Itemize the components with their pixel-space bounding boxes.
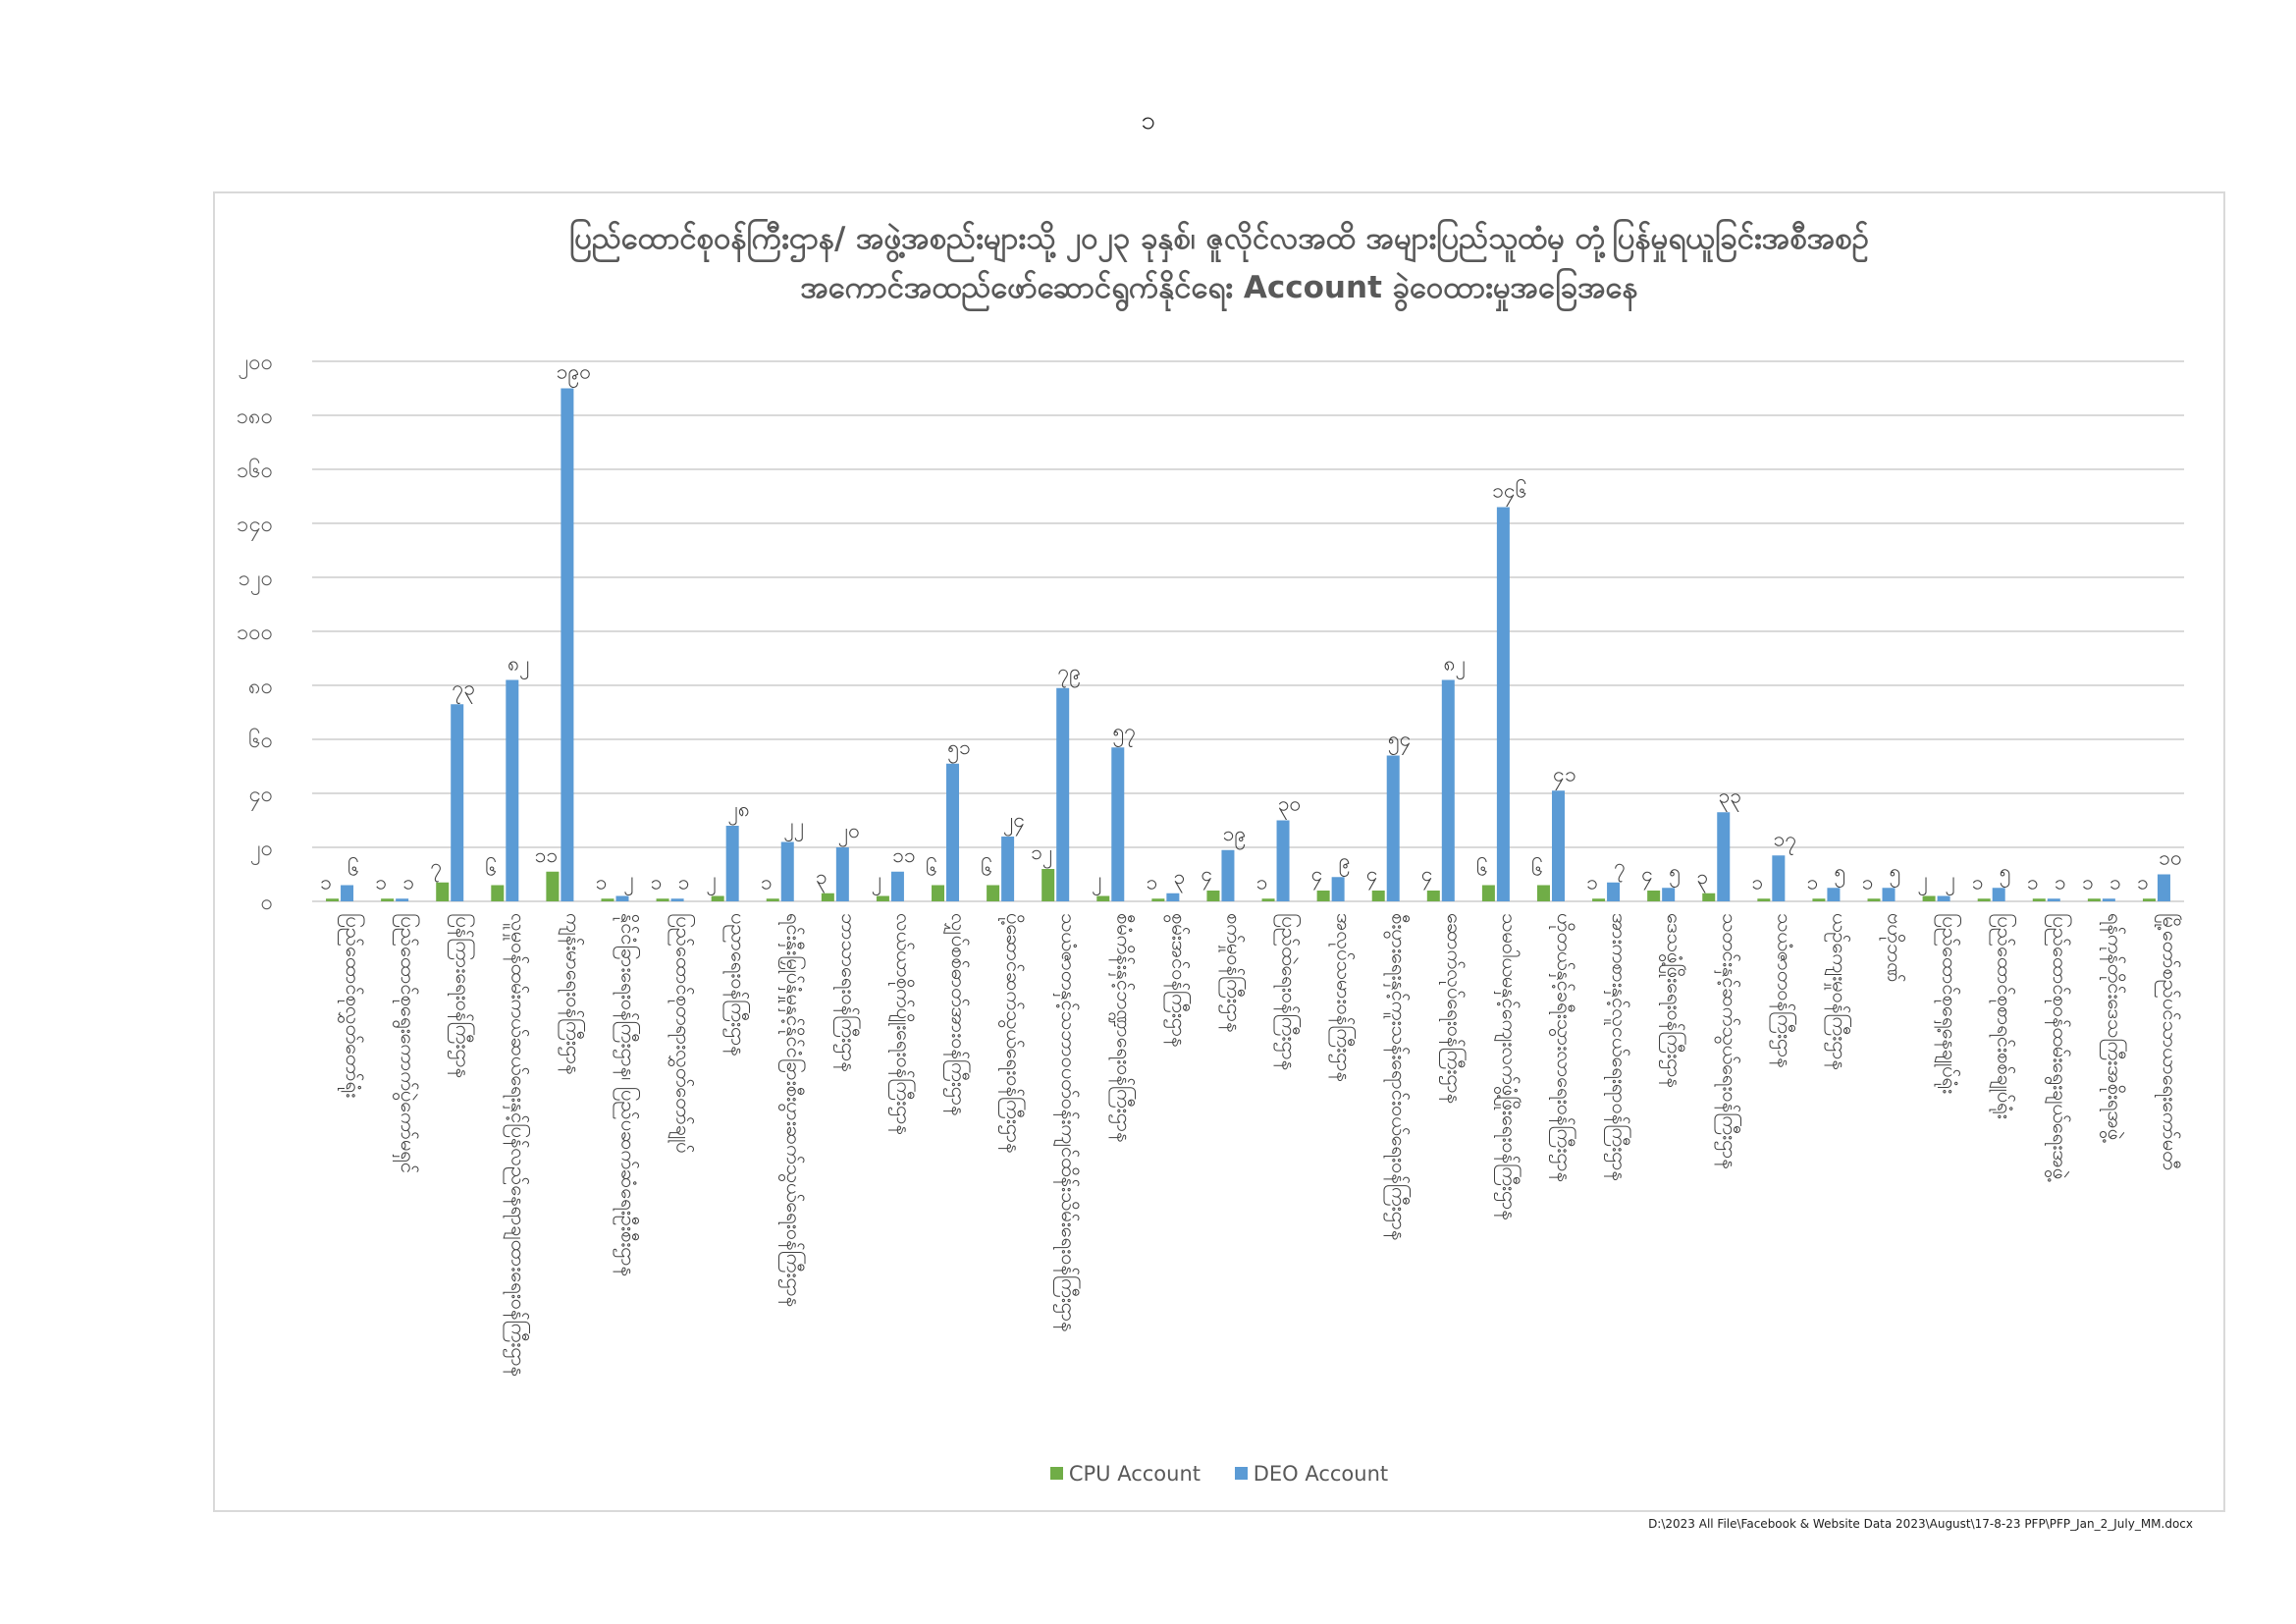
- data-label-deo: ၁: [677, 870, 690, 894]
- data-label-deo: ၈၂: [507, 651, 530, 676]
- bar-deo: [1387, 756, 1400, 902]
- bar-cpu: [546, 872, 559, 901]
- data-label-deo: ၁: [402, 870, 415, 894]
- bar-cpu: [2143, 898, 2156, 901]
- bar-cpu: [1151, 898, 1164, 901]
- bar-deo: [2048, 898, 2060, 901]
- category-label: လယ်ယာစိုက်ပျိုးရေးဝန်ကြီးဌာန: [891, 913, 916, 1135]
- legend-swatch-cpu: [1050, 1467, 1063, 1480]
- legend-swatch-deo: [1235, 1467, 1248, 1480]
- bar-cpu: [1427, 891, 1440, 901]
- category-label: ပြည်ထောင်စုစာရင်းစစ်ချုပ်ရုံး: [1993, 913, 2017, 1119]
- bar-cpu: [877, 896, 889, 902]
- legend: [213, 1461, 2225, 1486]
- bar-cpu: [1978, 898, 1991, 901]
- category-label: အလုပ်သမားဝန်ကြီးဌာန: [1332, 913, 1357, 1082]
- category-label: ဘာသာရေးဝန်ကြီးဌာန: [836, 913, 861, 1072]
- data-label-cpu: ၂: [706, 867, 717, 892]
- bar-deo: [1166, 893, 1179, 901]
- data-label-cpu: ၇: [430, 853, 443, 878]
- data-label-deo: ၂၈: [727, 797, 750, 821]
- bar-deo: [1332, 877, 1345, 901]
- bar-deo: [451, 704, 463, 901]
- bar-deo: [671, 898, 684, 901]
- data-label-deo: ၅: [1889, 859, 1901, 884]
- category-label: ပြည်ထောင်စုလွှတ်တော်ရုံး: [342, 913, 366, 1099]
- gridlines: [312, 361, 2184, 901]
- data-label-deo: ၄၁: [1553, 762, 1576, 786]
- bar-cpu: [712, 896, 724, 902]
- category-label: ပြည်ထဲရေးဝန်ကြီးဌာန: [1277, 913, 1302, 1071]
- data-label-deo: ၁: [2054, 870, 2066, 894]
- category-label: ဗဟိုဘဏ်: [1883, 913, 1907, 983]
- category-label: နိုင်ငံခြားရေးဝန်ကြီးဌာန၊ ပြည်ပဆက်ဆံရေးဦးစီးဌာန: [616, 913, 641, 1276]
- bar-cpu: [1096, 896, 1109, 902]
- bar-deo: [2103, 898, 2115, 901]
- y-tick-label: ၀: [260, 891, 273, 915]
- data-label-deo: ၆: [347, 856, 359, 881]
- data-label-cpu: ၁: [760, 870, 773, 894]
- data-label-deo: ၁၄၆: [1492, 478, 1527, 503]
- category-label: ရင်းနှီးမြှုပ်နှံမှုနှင့်နိုင်ငံခြားစီးပွားဆက်သွယ်ရေးဝန်ကြီးဌာန: [781, 913, 806, 1308]
- category-label: စီမံကိန်းနှင့်ဘဏ္ဍာရေးဝန်ကြီးဌာန: [1112, 913, 1137, 1143]
- bar-cpu: [1317, 891, 1330, 901]
- bar-deo: [396, 898, 408, 901]
- category-label: မြို့တော်စည်ပင်သာယာရေးကော်မတီ: [2158, 913, 2182, 1170]
- data-label-deo: ၅၇: [1112, 719, 1137, 743]
- legend-label-cpu: CPU Account: [1068, 1461, 1201, 1486]
- category-label: စီးပွားရေးနှင့်ကူးသန်းရောင်းဝယ်ရေးဝန်ကြီးဌာန: [1387, 913, 1412, 1241]
- bar-deo: [1938, 896, 1950, 902]
- data-label-cpu: ၆: [1531, 856, 1543, 881]
- data-label-deo: ၃၀: [1277, 791, 1302, 816]
- data-label-cpu: ၁: [1586, 870, 1598, 894]
- data-label-cpu: ၂: [1092, 867, 1102, 892]
- data-label-deo: ၅: [1834, 859, 1846, 884]
- category-label: ပို့ဆောင်ဆက်သွယ်ရေးဝန်ကြီးဌာန: [1002, 913, 1027, 1154]
- data-label-deo: ၇၉: [1057, 659, 1082, 683]
- bar-deo: [726, 826, 739, 901]
- bar-deo: [561, 389, 573, 902]
- bar-cpu: [1041, 869, 1054, 901]
- category-label: သမဝါယမနှင့်ကျေးလက်ဖွံ့ဖြိုးရေးဝန်ကြီးဌာန: [1497, 913, 1522, 1220]
- data-label-cpu: ၃: [1696, 864, 1709, 889]
- bar-deo: [1993, 888, 2005, 901]
- bar-deo: [2158, 875, 2170, 902]
- y-tick-label: ၈၀: [248, 675, 273, 699]
- category-label: ပြည်ထောင်စုရှေ့နေချုပ်ရုံး: [1938, 913, 1962, 1095]
- bar-deo: [615, 896, 628, 902]
- bar-deo: [1221, 850, 1234, 901]
- bar-deo: [1001, 837, 1014, 901]
- data-label-cpu: ၆: [981, 856, 993, 881]
- data-label-cpu: ၁၁: [534, 842, 559, 867]
- bar-cpu: [822, 893, 834, 901]
- y-tick-label: ၁၈၀: [236, 405, 273, 429]
- bar-deo: [946, 764, 959, 901]
- bar-deo: [1111, 747, 1124, 901]
- data-label-cpu: ၁: [2137, 870, 2149, 894]
- bar-deo: [891, 872, 904, 901]
- bar-deo: [506, 680, 518, 902]
- category-label: ဟိုတယ်နှင့်ခရီးသွားလာရေးဝန်ကြီးဌာန: [1552, 913, 1576, 1182]
- data-label-deo: ၁၉: [1222, 821, 1247, 845]
- data-label-cpu: ၄: [1420, 862, 1433, 886]
- bar-deo: [1552, 790, 1565, 901]
- data-label-cpu: ၁၂: [1031, 840, 1053, 864]
- category-label: ပြည်ထောင်စုရွေးကောက်ပွဲကော်မရှင်: [397, 913, 421, 1173]
- category-label: စွမ်းအင်ဝန်ကြီးဌာန: [1167, 913, 1192, 1048]
- data-label-deo: ၅၄: [1387, 727, 1412, 751]
- bar-deo: [1497, 508, 1510, 902]
- data-labels: [320, 360, 2182, 896]
- category-label: ပြန်ကြားရေးဝန်ကြီးဌာန: [452, 913, 476, 1079]
- y-tick-label: ၂၀၀: [238, 351, 273, 375]
- bar-cpu: [2033, 898, 2046, 901]
- data-label-deo: ၁၉၀: [556, 359, 592, 384]
- chart-title-line-2: အကောင်အထည်ဖော်ဆောင်ရွက်နိုင်ရေး Account ခွဲဝေထားမှုအခြေအနေ: [800, 270, 1638, 305]
- bar-deo: [1883, 888, 1896, 901]
- bar-cpu: [1812, 898, 1825, 901]
- category-label: ပြည်ထောင်စုတရားလွှတ်တော်ချုပ်: [671, 913, 696, 1154]
- data-label-deo: ၅: [1999, 859, 2011, 884]
- data-label-cpu: ၁: [650, 870, 663, 894]
- data-label-cpu: ၁: [375, 870, 388, 894]
- data-label-deo: ၂၄: [1003, 808, 1026, 832]
- bar-cpu: [1262, 898, 1275, 901]
- category-label: စက်မှုဝန်ကြီးဌာန: [1222, 913, 1247, 1033]
- data-label-cpu: ၆: [485, 856, 498, 881]
- y-tick-label: ၁၄၀: [236, 513, 273, 537]
- data-label-deo: ၂: [1945, 867, 1955, 892]
- data-label-deo: ၅၁: [947, 734, 971, 759]
- data-label-deo: ၁: [2109, 870, 2121, 894]
- page-number: ၁: [1141, 106, 1155, 135]
- data-label-cpu: ၁: [320, 870, 332, 894]
- data-label-deo: ၅: [1669, 859, 1682, 884]
- data-label-cpu: ၂: [1917, 867, 1928, 892]
- y-tick-label: ၁၀၀: [236, 621, 273, 645]
- bar-cpu: [932, 886, 944, 902]
- bar-deo: [1772, 855, 1785, 901]
- y-tick-label: ၆၀: [248, 729, 273, 753]
- data-label-deo: ၉: [1338, 848, 1351, 873]
- data-label-deo: ၁၀: [2159, 845, 2182, 870]
- bar-cpu: [381, 898, 394, 901]
- data-label-cpu: ၁: [1255, 870, 1268, 894]
- bar-cpu: [1868, 898, 1881, 901]
- data-label-cpu: ၄: [1641, 862, 1654, 886]
- bar-cpu: [1537, 886, 1550, 902]
- bar-deo: [341, 886, 353, 902]
- bar-cpu: [657, 898, 669, 901]
- category-label: သယံဇာတဝန်ကြီးဌာန: [1773, 913, 1797, 1068]
- data-label-cpu: ၁: [595, 870, 608, 894]
- y-tick-label: ၂၀: [249, 837, 273, 861]
- category-label: လျှပ်စစ်ဓာတ်အားဝန်ကြီးဌာန: [947, 913, 972, 1116]
- category-label: ဆောက်လုပ်ရေးဝန်ကြီးဌာန: [1442, 913, 1467, 1105]
- bar-cpu: [1372, 891, 1385, 901]
- data-label-deo: ၇: [1614, 853, 1626, 878]
- bar-deo: [1442, 680, 1455, 902]
- data-label-cpu: ၆: [926, 856, 937, 881]
- category-label: ယဉ်ကျေးမှုဝန်ကြီးဌာန: [1828, 913, 1852, 1070]
- data-label-deo: ၃: [1173, 864, 1186, 889]
- data-label-deo: ၂၀: [837, 819, 860, 842]
- y-tick-label: ၁၆၀: [236, 459, 273, 483]
- bar-deo: [1662, 888, 1675, 901]
- bar-deo: [1827, 888, 1840, 901]
- y-tick-label: ၁၂၀: [238, 567, 273, 591]
- bar-cpu: [1206, 891, 1219, 901]
- bar-deo: [1607, 883, 1620, 901]
- category-label: ပညာရေးဝန်ကြီးဌာန: [726, 913, 751, 1056]
- data-label-cpu: ၁: [1146, 870, 1158, 894]
- y-axis: [237, 351, 273, 915]
- category-label: လူမှုဝန်ထမ်းကယ်ဆယ်ရေးနှင့်ပြန်လည်နေရာချထားရေးဝန်ကြီးဌာန: [507, 913, 531, 1378]
- category-label: ရန်ကုန်တိုင်းဒေသကြီးအစိုးရအဖွဲ့: [2103, 913, 2127, 1141]
- data-label-cpu: ၁: [1861, 870, 1874, 894]
- data-label-deo: ၂: [623, 867, 634, 892]
- data-label-deo: ၁၁: [892, 842, 916, 867]
- data-label-cpu: ၄: [1310, 862, 1323, 886]
- bar-cpu: [767, 898, 779, 901]
- y-tick-label: ၄၀: [248, 783, 273, 807]
- bar-cpu: [1923, 896, 1936, 902]
- bar-cpu: [1757, 898, 1770, 901]
- data-label-cpu: ၄: [1365, 862, 1378, 886]
- bar-deo: [1056, 688, 1069, 901]
- category-label: အားကစားနှင့်လူငယ်ရေးရာဝန်ကြီးဌာန: [1608, 913, 1632, 1181]
- bar-cpu: [2088, 898, 2101, 901]
- footer-file-path: D:\2023 All File\Facebook & Website Data 2023\August\17-8-23 PFP\PFP_Jan_2_July_MM.docx: [1648, 1517, 2193, 1531]
- data-label-deo: ၇၃: [452, 676, 476, 700]
- bar-cpu: [1482, 886, 1495, 902]
- bar-cpu: [491, 886, 504, 902]
- chart-title-line-1: ပြည်ထောင်စုဝန်ကြီးဌာန/ အဖွဲ့အစည်းများသို့ ၂၀၂၃ ခုနှစ်၊ ဇူလိုင်လအထိ အများပြည်သူထံမှ တုံ့ပြန်မှုရယူခြင်းအစီအစဉ်: [569, 221, 1869, 256]
- data-label-cpu: ၁: [1751, 870, 1764, 894]
- bar-deo: [781, 842, 794, 902]
- bar-cpu: [601, 898, 614, 901]
- bar-cpu: [1702, 893, 1715, 901]
- data-label-deo: ၃၃: [1718, 784, 1742, 808]
- bar-deo: [1277, 821, 1290, 902]
- data-label-cpu: ၃: [815, 864, 828, 889]
- category-label: သတင်းနှင့်ဆက်သွယ်ရေးဝန်ကြီးဌာန: [1718, 913, 1742, 1169]
- bar-deo: [1717, 812, 1730, 901]
- bar-cpu: [326, 898, 339, 901]
- category-label: ဒေသဖွံ့ဖြိုးရေးဝန်ကြီးဌာန: [1663, 913, 1687, 1088]
- data-label-cpu: ၆: [1475, 856, 1488, 881]
- data-label-cpu: ၁: [2081, 870, 2094, 894]
- data-label-deo: ၈၂: [1443, 651, 1466, 676]
- bar-deo: [836, 847, 849, 901]
- x-axis-categories: [338, 913, 2182, 1377]
- data-label-deo: ၁၇: [1773, 827, 1797, 851]
- data-label-cpu: ၁: [1806, 870, 1819, 894]
- data-label-cpu: ၄: [1201, 862, 1213, 886]
- data-label-cpu: ၂: [871, 867, 882, 892]
- category-label: ကျန်းမာရေးဝန်ကြီးဌာန: [561, 913, 586, 1075]
- data-label-cpu: ၁: [2026, 870, 2039, 894]
- legend-item-deo: [1235, 1462, 1388, 1486]
- category-label: ပြည်ထောင်စုဝန်ထမ်းရွေးချယ်ရေးအဖွဲ့: [2048, 913, 2072, 1180]
- data-label-cpu: ၁: [1971, 870, 1984, 894]
- bars: [326, 389, 2170, 902]
- bar-cpu: [987, 886, 999, 902]
- category-label: သယံဇာတနှင့်သဘာဝပတ်ဝန်းကျင်ထိန်းသိမ်းရေးဝန်ကြီးဌာန: [1057, 913, 1082, 1332]
- bar-cpu: [1647, 891, 1660, 901]
- legend-item-cpu: [1050, 1462, 1201, 1486]
- bar-cpu: [436, 883, 449, 901]
- data-label-deo: ၂၂: [783, 813, 805, 838]
- bar-cpu: [1592, 898, 1605, 901]
- legend-label-deo: DEO Account: [1253, 1461, 1389, 1486]
